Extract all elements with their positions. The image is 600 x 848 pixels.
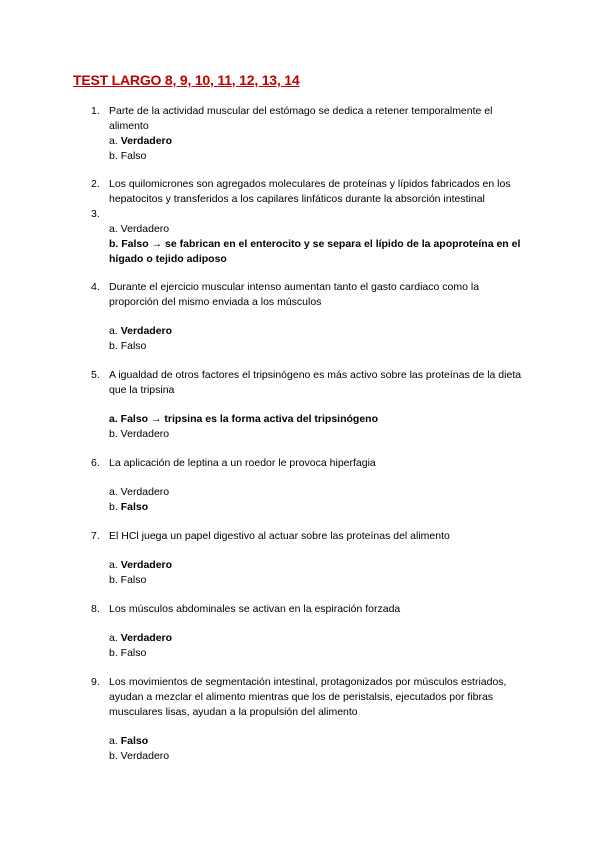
correct-answer: Verdadero [120,325,173,337]
correct-answer: Verdadero [120,632,173,644]
correct-answer: Verdadero [120,135,173,147]
answer-a [109,324,549,339]
question-number: 3. [91,208,100,220]
question-number: 1. [91,105,100,117]
question-number: 2. [91,178,100,190]
correct-answer: b. Falso → se fabrican en el enterocito y se separa el lípido de la apoproteína en el hígado o tejido adiposo [109,238,521,265]
answer-b [109,149,549,164]
correct-answer: Verdadero [120,559,173,571]
answer-b [109,339,549,354]
answer-prefix: b. [109,150,121,162]
answer-prefix: b. [109,340,121,352]
question-5 [91,368,531,398]
answer-b: b. Falso [109,647,147,659]
question-text: Durante el ejercicio muscular intenso aumentan tanto el gasto cardiaco como la proporción del mismo enviada a los músculos [109,281,480,308]
question-text: Los movimientos de segmentación intestinal, protagonizados por músculos estriados, ayudan a mezclar el alimento mientras que los de peristalsis, ejecutados por fibras musculares lisas, ayudan a la propulsión del alimento [109,676,507,718]
page-title: TEST LARGO 8, 9, 10, 11, 12, 13, 14 [73,72,300,88]
correct-answer: Falso [120,501,149,513]
answer-prefix: b. [109,501,121,513]
question-number: 5. [91,369,100,381]
question-text: A igualdad de otros factores el tripsinógeno es más activo sobre las proteínas de la dieta que la tripsina [109,369,522,396]
correct-answer: a. Falso → tripsina es la forma activa del tripsinógeno [109,413,378,425]
question-text: Parte de la actividad muscular del estómago se dedica a retener temporalmente el alimento [109,105,493,132]
answer-prefix: a. [109,559,121,571]
question-1 [91,104,531,134]
answer-a [109,134,549,149]
answer-a: a. Verdadero [109,486,170,498]
question-7 [91,529,531,544]
answer-prefix: a. [109,135,121,147]
question-text: La aplicación de leptina a un roedor le provoca hiperfagia [109,457,376,469]
answer-a [109,558,549,573]
answer-prefix: a. [109,632,121,644]
correct-answer: Falso [120,735,149,747]
question-number: 7. [91,530,100,542]
answer-a: a. Verdadero [109,223,170,235]
question-8 [91,602,531,617]
answer-text: Falso [120,150,147,162]
question-2 [91,177,531,207]
answer-b: b. Verdadero [109,750,170,762]
question-4 [91,280,531,310]
answer-prefix: a. [109,735,121,747]
question-text: Los músculos abdominales se activan en la espiración forzada [109,603,401,615]
question-9 [91,675,531,720]
answer-b [109,500,549,515]
answer-a [109,734,549,749]
answer-b: b. Falso [109,574,147,586]
question-text: Los quilomicrones son agregados moleculares de proteínas y lípidos fabricados en los hepatocitos y transferidos a los capilares linfáticos durante la absorción intestinal [109,178,511,205]
answer-text: Falso [120,340,147,352]
question-6 [91,456,531,471]
answer-a [109,631,549,646]
answer-prefix: a. [109,325,121,337]
question-number: 8. [91,603,100,615]
question-number: 6. [91,457,100,469]
answer-b: b. Verdadero [109,428,170,440]
question-text: El HCl juega un papel digestivo al actuar sobre las proteínas del alimento [109,530,450,542]
question-number: 9. [91,676,100,688]
question-number: 4. [91,281,100,293]
